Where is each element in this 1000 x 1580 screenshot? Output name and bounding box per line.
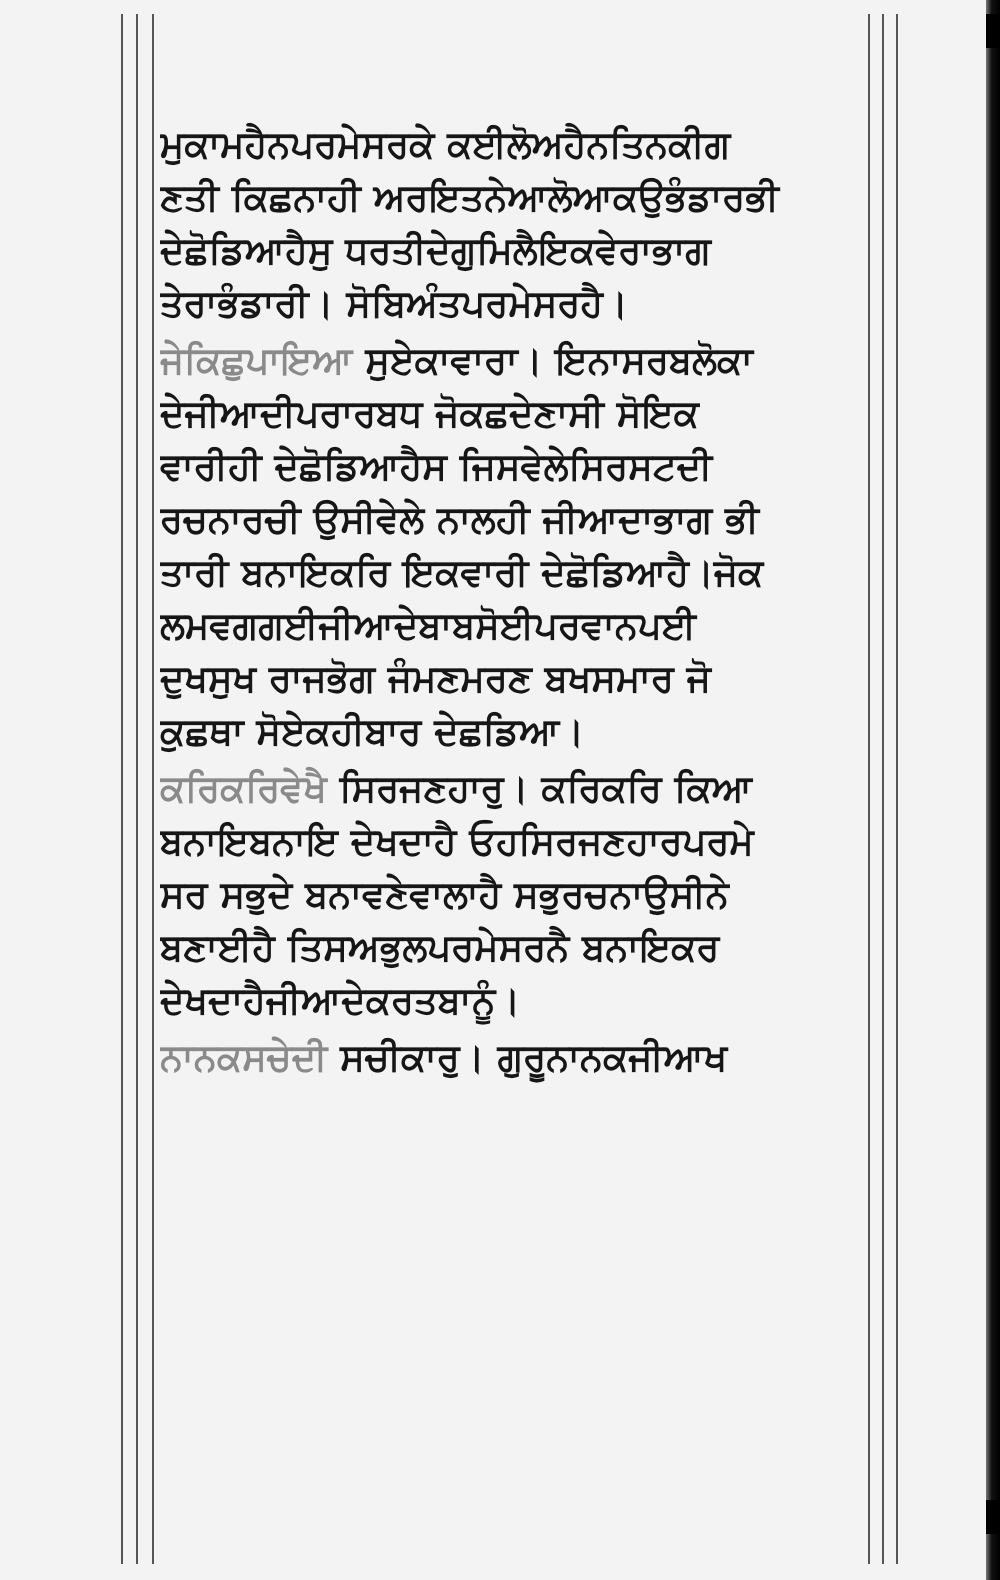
manuscript-text <box>160 118 895 1084</box>
text-line: ਲਮਵਗਗਈਜੀਆਦੇਬਾਬਸੋਈਪਰਵਾਨਪਈ <box>160 604 697 647</box>
verse-heading: ਨਾਨਕਸਚੇਦੀ <box>160 1036 328 1079</box>
text-line: ਮੁਕਾਮਹੈਨਪਰਮੇਸਰਕੇ ਕਈਲੋਅਹੈਨਤਿਨਕੀਗ <box>160 123 731 166</box>
margin-rule-left <box>152 14 154 1564</box>
text-line: ਵਾਰੀਹੀ ਦੇਛੋਡਿਆਹੈਸ ਜਿਸਵੇਲੇਸਿਰਸਟਦੀ <box>160 445 713 488</box>
text-line: ਸਰ ਸਭੁਦੇ ਬਨਾਵਣੇਵਾਲਾਹੈ ਸਭੁਰਚਨਾਉਸੀਨੇ <box>160 873 729 916</box>
text-line: ਜੇਕਿਛੁਪਾਇਆ ਸੁਏਕਾਵਾਰਾ। ਇਨਾਸਰਬਲੋਕਾ <box>160 339 753 382</box>
text-line: ਣਤੀ ਕਿਛਨਾਹੀ ਅਰਇਤਨੇਆਲੋਆਕਉਭੰਡਾਰਭੀ <box>160 176 779 219</box>
binding-mark <box>986 14 1000 48</box>
text-line: ਦੇਖਦਾਹੈਜੀਆਦੇਕਰਤਬਾਨੂੰ। <box>160 979 521 1022</box>
margin-rule-left <box>136 14 138 1564</box>
text-line: ਕਰਿਕਰਿਵੇਖੈ ਸਿਰਜਣਹਾਰੁ। ਕਰਿਕਰਿ ਕਿਆ <box>160 767 752 810</box>
binding-mark <box>986 1500 1000 1534</box>
page-edge <box>986 0 1000 1580</box>
text-line: ਤਾਰੀ ਬਨਾਇਕਰਿ ਇਕਵਾਰੀ ਦੇਛੋਡਿਆਹੈ।ਜੋਕ <box>160 551 764 594</box>
text-line: ਦੁਖਸੁਖ ਰਾਜਭੋਗ ਜੰਮਣਮਰਣ ਬਖਸਮਾਰ ਜੋ <box>160 657 711 700</box>
text-line: ਕੁਛਥਾ ਸੋਏਕਹੀਬਾਰ ਦੇਛਡਿਆ। <box>160 710 585 753</box>
verse-heading: ਜੇਕਿਛੁਪਾਇਆ <box>160 339 353 382</box>
text-line: ਬਨਾਇਬਨਾਇ ਦੇਖਦਾਹੈ ਓਹਸਿਰਜਣਹਾਰਪਰਮੇ <box>160 820 754 863</box>
text-line: ਦੇਛੋਡਿਆਹੈਸੁ ਧਰਤੀਦੇਗੁਮਿਲੈਇਕਵੇਰਾਭਾਗ <box>160 229 711 272</box>
text-line: ਤੇਰਾਭੰਡਾਰੀ। ਸੋਬਿਅੰਤਪਰਮੇਸਰਹੈ। <box>160 282 628 325</box>
text-line: ਦੇਜੀਆਦੀਪਰਾਰਬਧ ਜੋਕਛਦੇਣਾਸੀ ਸੋਇਕ <box>160 392 699 435</box>
text-line: ਬਣਾਈਹੈ ਤਿਸਅਭੁਲਪਰਮੇਸਰਨੈ ਬਨਾਇਕਰ <box>160 926 720 969</box>
text-line: ਰਚਨਾਰਚੀ ਉਸੀਵੇਲੇ ਨਾਲਹੀ ਜੀਆਦਾਭਾਗ ਭੀ <box>160 498 759 541</box>
margin-rule-left <box>121 14 123 1564</box>
verse-heading: ਕਰਿਕਰਿਵੇਖੈ <box>160 767 327 810</box>
margin-rule-right <box>896 14 898 1564</box>
text-line: ਨਾਨਕਸਚੇਦੀ ਸਚੀਕਾਰੁ। ਗੁਰੂਨਾਨਕਜੀਆਖ <box>160 1036 728 1079</box>
